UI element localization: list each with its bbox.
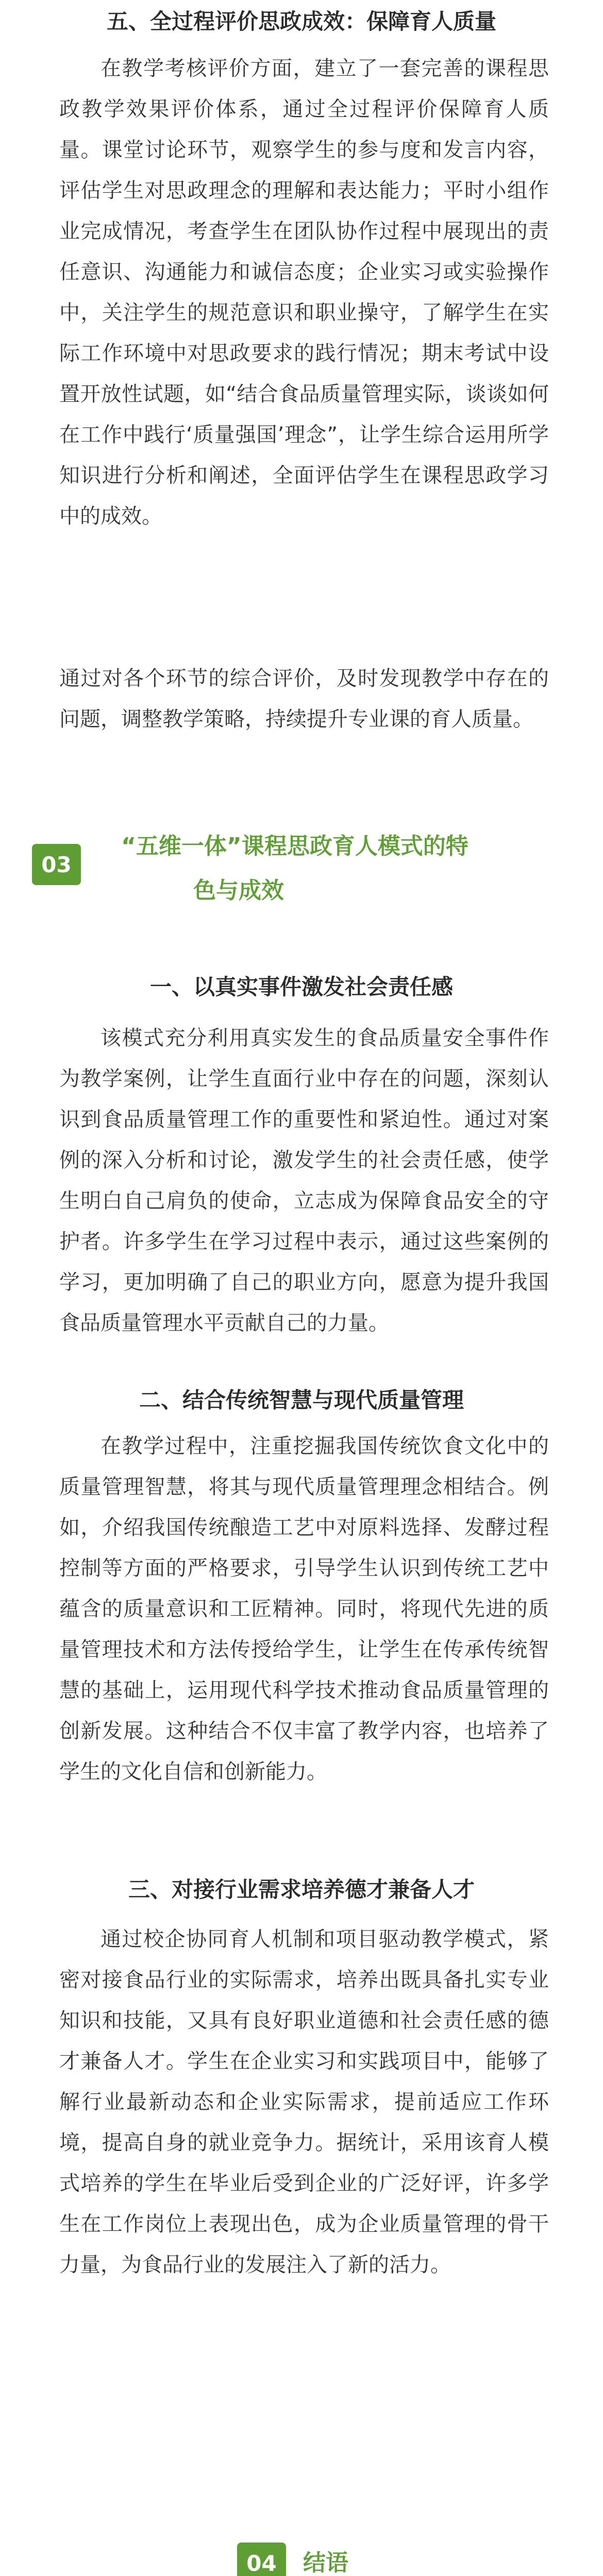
section-title-conclusion: 结语 (303, 2550, 348, 2576)
section-header-03 (0, 829, 603, 917)
section-number-badge: 03 (32, 844, 81, 885)
section-number-badge: 04 (237, 2543, 286, 2576)
paragraph-real-events: 该模式充分利用真实发生的食品质量安全事件作为教学案例，让学生直面行业中存在的问题，深刻认识到食品质量管理工作的重要性和紧迫性。通过对案例的深入分析和讨论，激发学生的社会责任感，使学生明白自己肩负的使命，立志成为保障食品安全的守护者。许多学生在学习过程中表示，通过这些案例的学习，更加明确了自己的职业方向，愿意为提升我国食品质量管理水平贡献自己的力量。 (59, 1026, 549, 1335)
heading-traditional-wisdom: 二、结合传统智慧与现代质量管理 (139, 1387, 464, 1413)
paragraph-evaluation-summary: 通过对各个环节的综合评价，及时发现教学中存在的问题，调整教学策略，持续提升专业课的育人质量。 (59, 667, 549, 731)
paragraph-evaluation-system: 在教学考核评价方面，建立了一套完善的课程思政教学效果评价体系，通过全过程评价保障育人质量。课堂讨论环节，观察学生的参与度和发言内容，评估学生对思政理念的理解和表达能力；平时小组作业完成情况，考查学生在团队协作过程中展现出的责任意识、沟通能力和诚信态度；企业实习或实验操作中，关注学生的规范意识和职业操守，了解学生在实际工作环境中对思政要求的践行情况；期末考试中设置开放性试题，如“结合食品质量管理实际，谈谈如何在工作中践行‘质量强国’理念”，让学生综合运用所学知识进行分析和阐述，全面评估学生在课程思政学习中的成效。 (59, 57, 549, 528)
section-title-line1: “五维一体”课程思政育人模式的特 (121, 833, 468, 859)
heading-industry-needs: 三、对接行业需求培养德才兼备人才 (128, 1877, 475, 1902)
heading-quality-evaluation: 五、全过程评价思政成效：保障育人质量 (106, 9, 496, 34)
section-header-04 (0, 2532, 603, 2576)
section-title-line2: 色与成效 (193, 877, 284, 904)
heading-social-responsibility: 一、以真实事件激发社会责任感 (149, 974, 453, 999)
paragraph-traditional-modern: 在教学过程中，注重挖掘我国传统饮食文化中的质量管理智慧，将其与现代质量管理理念相结合。例如，介绍我国传统酿造工艺中对原料选择、发酵过程控制等方面的严格要求，引导学生认识到传统工艺中蕴含的质量意识和工匠精神。同时，将现代先进的质量管理技术和方法传授给学生，让学生在传承传统智慧的基础上，运用现代科学技术推动食品质量管理的创新发展。这种结合不仅丰富了教学内容，也培养了学生的文化自信和创新能力。 (59, 1434, 549, 1784)
paragraph-industry-talent: 通过校企协同育人机制和项目驱动教学模式，紧密对接食品行业的实际需求，培养出既具备扎实专业知识和技能，又具有良好职业道德和社会责任感的德才兼备人才。学生在企业实习和实践项目中，能够了解行业最新动态和企业实际需求，提前适应工作环境，提高自身的就业竞争力。据统计，采用该育人模式培养的学生在毕业后受到企业的广泛好评，许多学生在工作岗位上表现出色，成为企业质量管理的骨干力量，为食品行业的发展注入了新的活力。 (59, 1927, 549, 2277)
